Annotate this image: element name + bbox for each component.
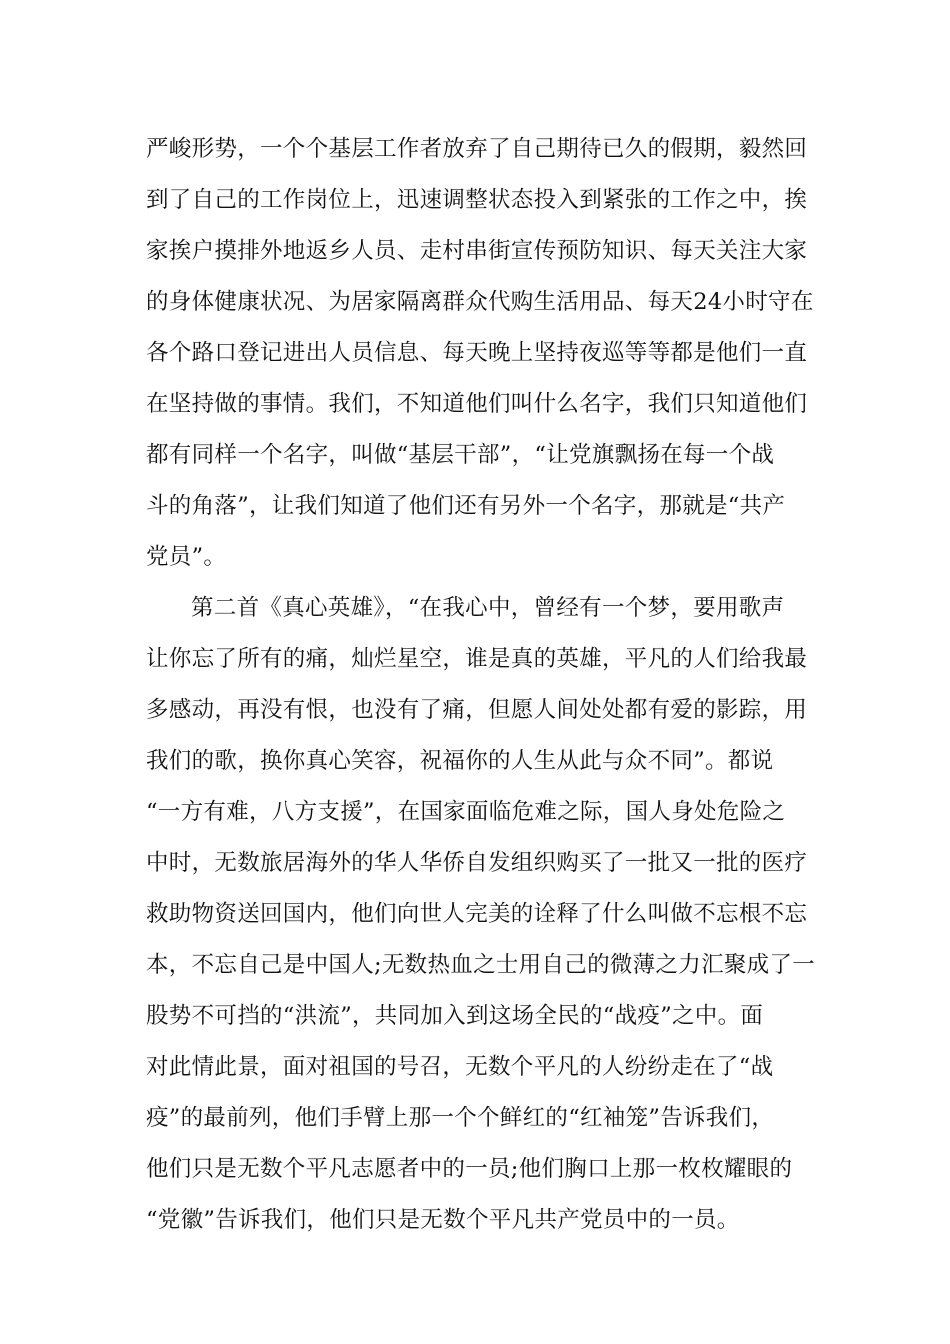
text-line: 斗的角落”，让我们知道了他们还有另外一个名字，那就是“共产 (146, 493, 786, 519)
text-line: 第二首《真心英雄》，“在我心中，曾经有一个梦，要用歌声 (191, 595, 785, 621)
text-line: 的身体健康状况、为居家隔离群众代购生活用品、每天24小时守在 (146, 289, 814, 315)
text-line: 救助物资送回国内，他们向世人完美的诠释了什么叫做不忘根不忘 (146, 901, 808, 927)
text-line: 疫”的最前列，他们手臂上那一个个鲜红的“红袖笼”告诉我们， (146, 1105, 775, 1131)
text-line: 中时，无数旅居海外的华人华侨自发组织购买了一批又一批的医疗 (146, 850, 808, 876)
text-line: 让你忘了所有的痛，灿烂星空，谁是真的英雄，平凡的人们给我最 (146, 646, 808, 672)
text-line: 他们只是无数个平凡志愿者中的一员;他们胸口上那一枚枚耀眼的 (146, 1156, 793, 1182)
text-line: 到了自己的工作岗位上，迅速调整状态投入到紧张的工作之中，挨 (146, 187, 808, 213)
text-line: “党徽”告诉我们，他们只是无数个平凡共产党员中的一员。 (146, 1207, 740, 1233)
text-line: 本，不忘自己是中国人;无数热血之士用自己的微薄之力汇聚成了一 (146, 952, 816, 978)
text-line: 多感动，再没有恨，也没有了痛，但愿人间处处都有爱的影踪，用 (146, 697, 808, 723)
text-line: “一方有难，八方支援”，在国家面临危难之际，国人身处危险之 (146, 799, 786, 825)
text-line: 严峻形势，一个个基层工作者放弃了自己期待已久的假期，毅然回 (146, 136, 808, 162)
text-line: 家挨户摸排外地返乡人员、走村串街宣传预防知识、每天关注大家 (146, 238, 808, 264)
text-line: 我们的歌，换你真心笑容，祝福你的人生从此与众不同”。都说 (146, 748, 774, 774)
text-line: 都有同样一个名字，叫做“基层干部”，“让党旗飘扬在每一个战 (146, 442, 775, 468)
text-line: 对此情此景，面对祖国的号召，无数个平凡的人纷纷走在了“战 (146, 1054, 774, 1080)
text-line: 各个路口登记进出人员信息、每天晚上坚持夜巡等等都是他们一直 (146, 340, 808, 366)
text-line: 股势不可挡的“洪流”，共同加入到这场全民的“战疫”之中。面 (146, 1003, 764, 1029)
text-line: 在坚持做的事情。我们，不知道他们叫什么名字，我们只知道他们 (146, 391, 808, 417)
text-line: 党员”。 (146, 544, 227, 570)
